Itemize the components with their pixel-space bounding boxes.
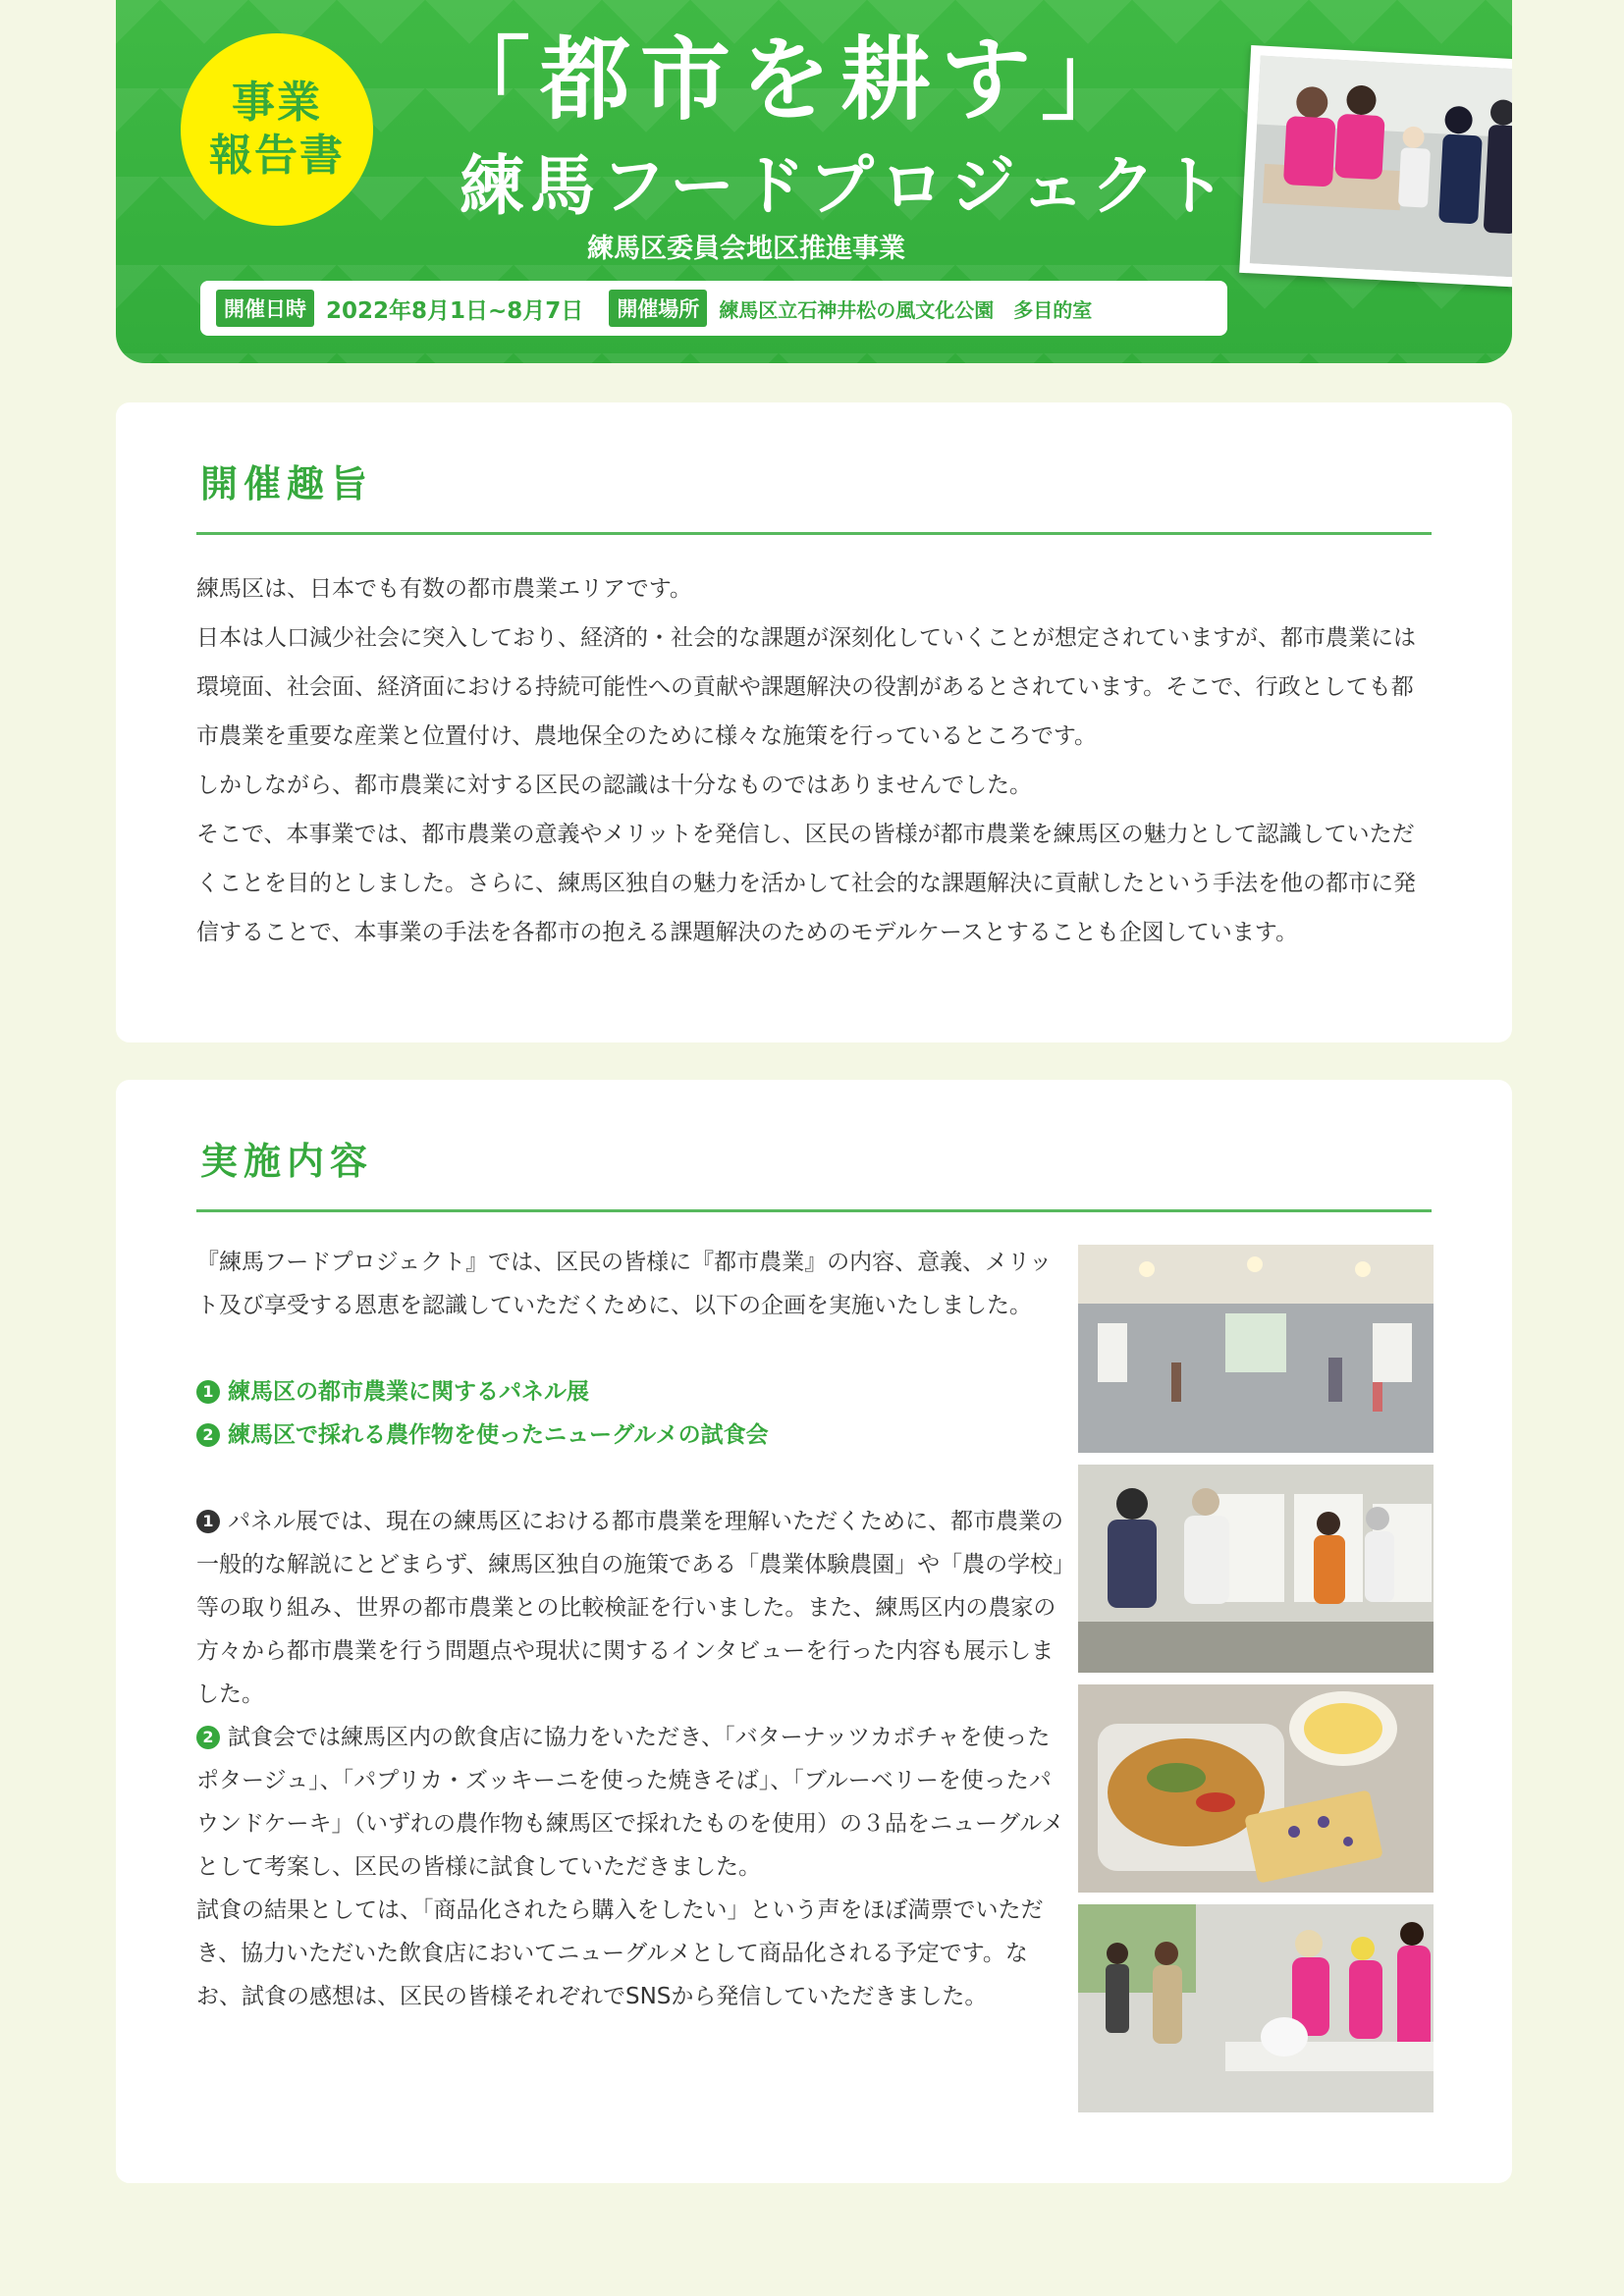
- plan-item: [196, 1414, 1072, 1457]
- page-title: 「都市を耕す」: [440, 27, 1142, 133]
- content-divider: [196, 1209, 1432, 1212]
- date-value: 2022年8月1日~8月7日: [326, 297, 584, 324]
- date-tag: 開催日時: [216, 290, 314, 327]
- purpose-paragraph: しかしながら、都市農業に対する区民の認識は十分なものではありませんでした。: [196, 773, 1032, 798]
- badge-line1: 事業: [232, 78, 322, 128]
- purpose-divider: [196, 532, 1432, 535]
- page-subtitle: 練馬フードプロジェクト: [460, 148, 1232, 224]
- content-text-column: [196, 1241, 1072, 2018]
- tasting-detail: [196, 1716, 1072, 1889]
- purpose-heading: 開催趣旨: [200, 462, 374, 506]
- place-value: 練馬区立石神井松の風文化公園 多目的室: [719, 297, 1093, 322]
- tasting-text: 試食会では練馬区内の飲食店に協力をいただき、「バターナッツカボチャを使ったポタージュ」、「パプリカ・ズッキーニを使った焼きそば」、「ブルーベリーを使ったパウンドケーキ」（いずれの農作物も練馬区で採れたものを使用）の３品をニューグルメとして考案し、区民の皆様に試食していただきました。: [196, 1725, 1064, 1880]
- header-photo: [1239, 45, 1512, 289]
- number-badge: 1: [196, 1510, 220, 1533]
- purpose-paragraph: 日本は人口減少社会に突入しており、経済的・社会的な課題が深刻化していくことが想定されていますが、都市農業には環境面、社会面、経済面における持続可能性への貢献や課題解決の役割があるとされています。そこで、行政としても都市農業を重要な産業と位置付け、農地保全のために様々な施策を行っているところです。: [196, 625, 1416, 749]
- tasting-event-photo: [1078, 1904, 1434, 2112]
- panel-exhibit-detail: [196, 1500, 1072, 1716]
- purpose-paragraph: 練馬区は、日本でも有数の都市農業エリアです。: [196, 576, 692, 602]
- purpose-body: [196, 564, 1435, 957]
- content-intro: 『練馬フードプロジェクト』では、区民の皆様に『都市農業』の内容、意義、メリット及び享受する恩恵を認識していただくために、以下の企画を実施いたしました。: [196, 1250, 1053, 1318]
- panel-exhibit-photo: [1078, 1465, 1434, 1673]
- number-badge: 2: [196, 1726, 220, 1749]
- content-heading: 実施内容: [200, 1140, 374, 1183]
- purpose-section: [116, 402, 1512, 1042]
- report-badge: [181, 33, 373, 226]
- place-tag: 開催場所: [609, 290, 707, 327]
- content-section: [116, 1080, 1512, 2183]
- tasting-result: 試食の結果としては、「商品化されたら購入をしたい」という声をほぼ満票でいただき、協力いただいた飲食店においてニューグルメとして商品化される予定です。なお、試食の感想は、区民の皆様それぞれでSNSから発信していただきました。: [196, 1897, 1044, 2009]
- purpose-paragraph: そこで、本事業では、都市農業の意義やメリットを発信し、区民の皆様が都市農業を練馬区の魅力として認識していただくことを目的としました。さらに、練馬区独自の魅力を活かして社会的な課題解決に貢献したという手法を他の都市に発信することで、本事業の手法を各都市の抱える課題解決のためのモデルケースとすることも企図しています。: [196, 822, 1416, 945]
- organizer-label: 練馬区委員会地区推進事業: [587, 234, 905, 264]
- number-badge: 1: [196, 1380, 220, 1404]
- plan-item-label: 練馬区で採れる農作物を使ったニューグルメの試食会: [228, 1422, 769, 1448]
- panel-exhibit-text: パネル展では、現在の練馬区における都市農業を理解いただくために、都市農業の一般的な解説にとどまらず、練馬区独自の施策である「農業体験農園」や「農の学校」等の取り組み、世界の都市農業との比較検証を行いました。また、練馬区内の農家の方々から都市農業を行う問題点や現状に関するインタビューを行った内容も展示しました。: [196, 1509, 1064, 1707]
- number-badge: 2: [196, 1423, 220, 1447]
- plan-item: [196, 1370, 1072, 1414]
- event-info-bar: [200, 281, 1227, 336]
- tasting-food-photo: [1078, 1684, 1434, 1893]
- badge-line2: 報告書: [209, 131, 345, 181]
- header-banner: [116, 0, 1512, 363]
- plan-item-label: 練馬区の都市農業に関するパネル展: [228, 1379, 589, 1405]
- exhibition-hall-photo: [1078, 1245, 1434, 1453]
